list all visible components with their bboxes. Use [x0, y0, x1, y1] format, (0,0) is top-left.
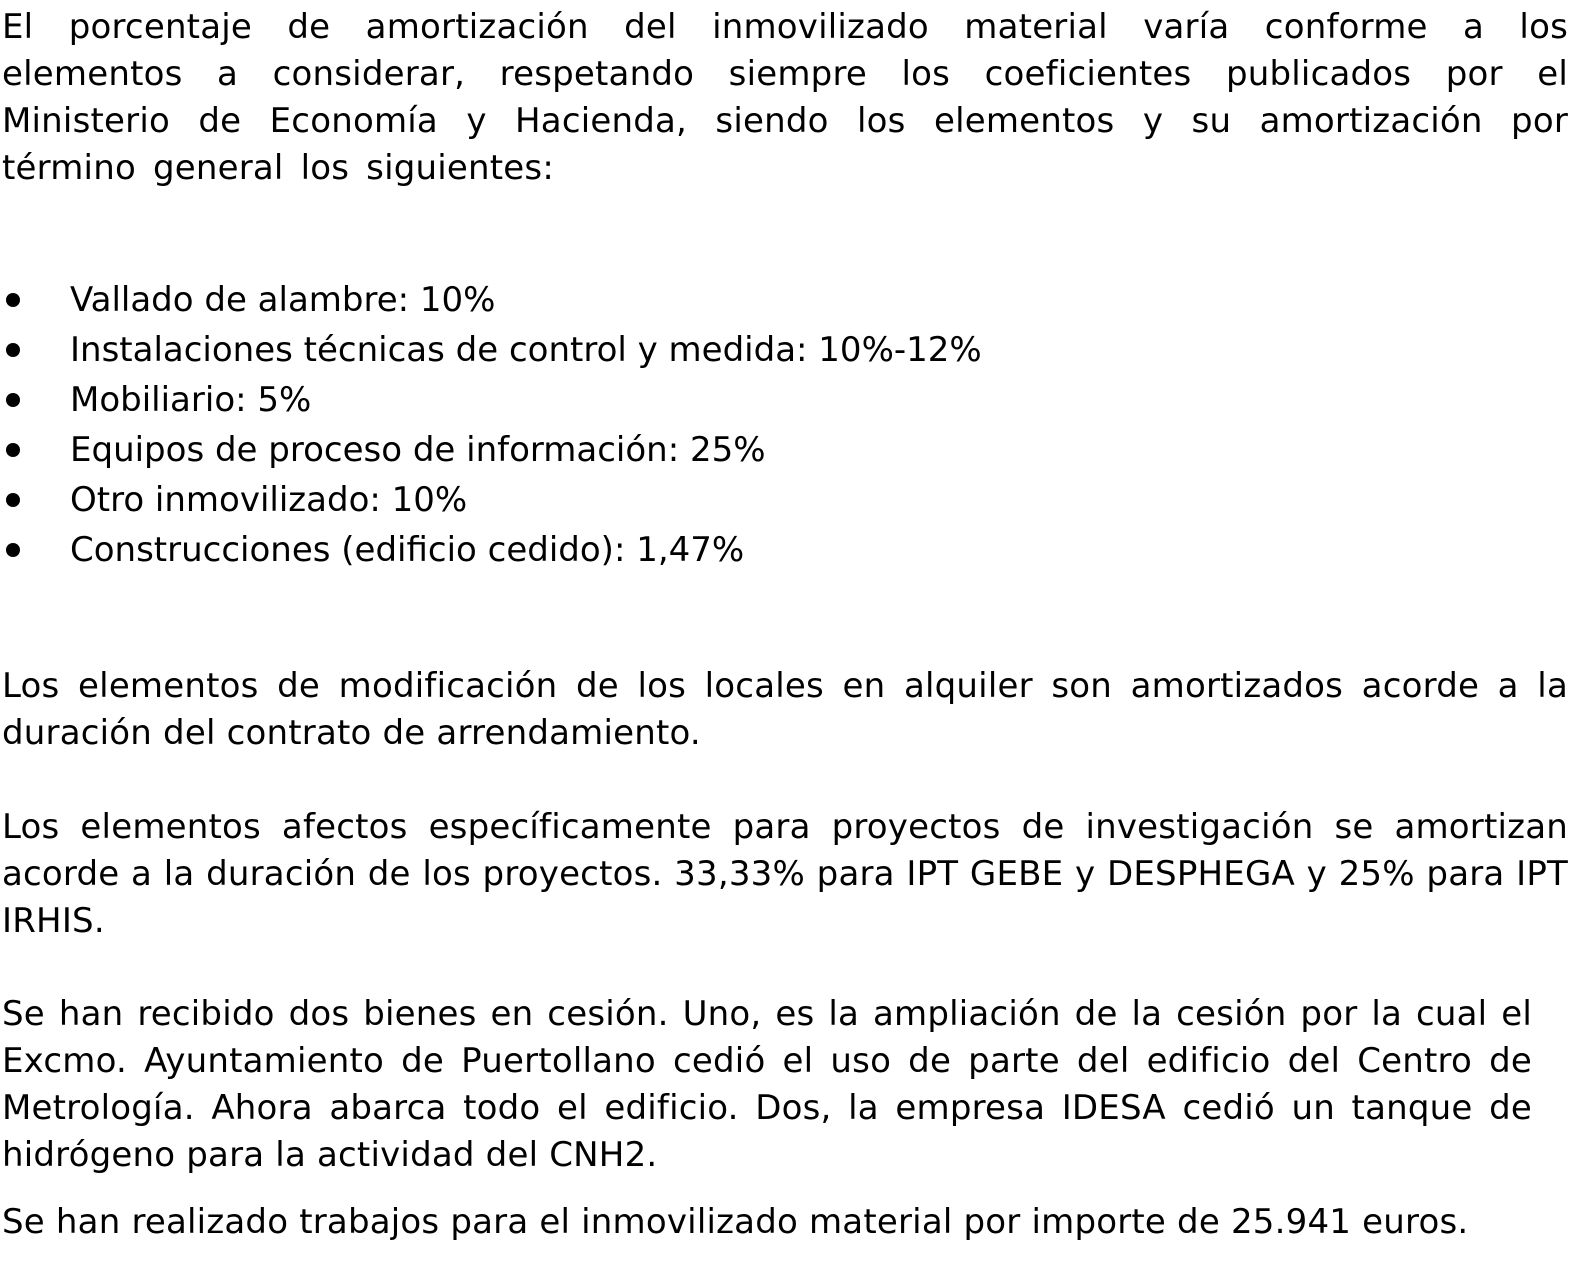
proyectos-paragraph: Los elementos afectos específicamente para proyectos de investigación se amortizan acorde a la duración de los proyectos. 33,33% para IPT GEBE y DESPHEGA y 25% para IPT IRHIS.	[2, 807, 1568, 941]
locales-paragraph: Los elementos de modificación de los locales en alquiler son amortizados acorde a la duración del contrato de arrendamiento.	[2, 666, 1568, 753]
trabajos-paragraph: Se han realizado trabajos para el inmovilizado material por importe de 25.941 euros.	[2, 1202, 1469, 1242]
list-item	[2, 425, 982, 475]
bullet-icon	[6, 443, 20, 457]
list-item	[2, 475, 982, 525]
bullet-icon	[6, 493, 20, 507]
list-item-text: Otro inmovilizado: 10%	[70, 480, 468, 520]
list-item	[2, 525, 982, 575]
list-item	[2, 275, 982, 325]
list-item-text: Mobiliario: 5%	[70, 380, 312, 420]
list-item	[2, 325, 982, 375]
bullet-icon	[6, 543, 20, 557]
intro-paragraph: El porcentaje de amortización del inmovilizado material varía conforme a los elementos a considerar, respetando siempre los coeficientes publicados por el Ministerio de Economía y Hacienda, siendo los elementos y su amortización por término general los siguientes:	[2, 7, 1568, 188]
list-item-text: Equipos de proceso de información: 25%	[70, 430, 766, 470]
list-item-text: Construcciones (edificio cedido): 1,47%	[70, 530, 745, 570]
cesion-paragraph: Se han recibido dos bienes en cesión. Uno, es la ampliación de la cesión por la cual el Excmo. Ayuntamiento de Puertollano cedió el uso de parte del edificio del Centro de Metrología. Ahora abarca todo el edificio. Dos, la empresa IDESA cedió un tanque de hidrógeno para la actividad del CNH2.	[2, 994, 1532, 1175]
amortization-list	[2, 275, 982, 575]
list-item	[2, 375, 982, 425]
list-item-text: Vallado de alambre: 10%	[70, 280, 496, 320]
list-item-text: Instalaciones técnicas de control y medida: 10%-12%	[70, 330, 982, 370]
bullet-icon	[6, 393, 20, 407]
bullet-icon	[6, 293, 20, 307]
bullet-icon	[6, 343, 20, 357]
